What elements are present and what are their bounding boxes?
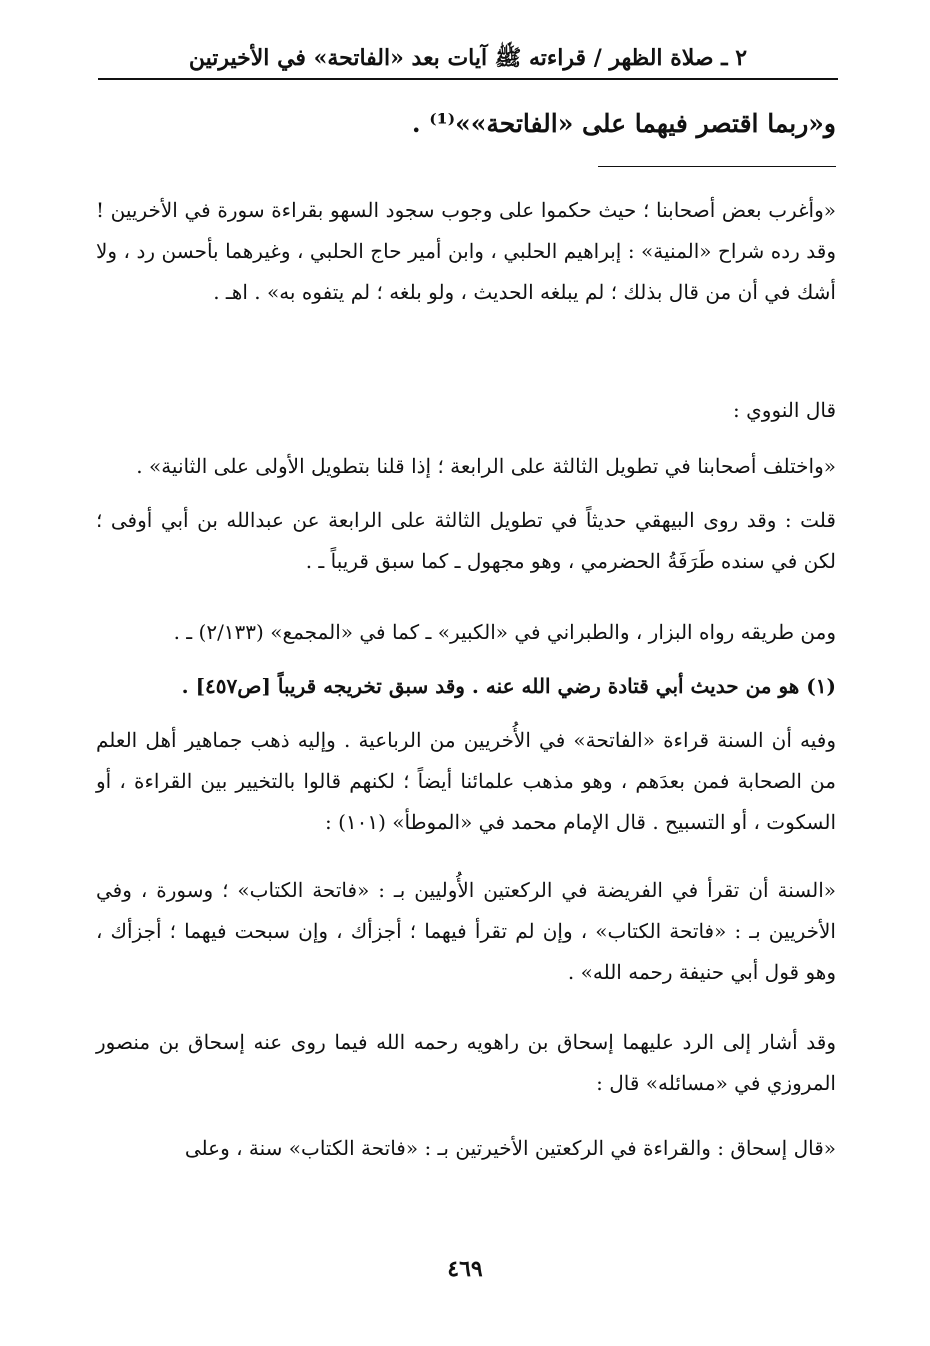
footnote-separator	[598, 166, 836, 167]
footnote-1: (١) هو من حديث أبي قتادة رضي الله عنه . وقد سبق تخريجه قريباً [ص٤٥٧] .	[181, 674, 836, 698]
paragraph-9: «قال إسحاق : والقراءة في الركعتين الأخيرتين بـ : «فاتحة الكتاب» سنة ، وعلى	[184, 1136, 836, 1160]
paragraph-8: وقد أشار إلى الرد عليهما إسحاق بن راهويه رحمه الله فيما روى عنه إسحاق بن منصور المروزي في «مسائله» قال :	[96, 1030, 836, 1095]
paragraph-4: قلت : وقد روى البيهقي حديثاً في تطويل الثالثة على الرابعة عن عبدالله بن أبي أوفى ؛ لكن في سنده طَرَفَةُ الحضرمي ، وهو مجهول ـ كما سبق قريباً ـ .	[96, 508, 836, 573]
paragraph-1: «وأغرب بعض أصحابنا ؛ حيث حكموا على وجوب سجود السهو بقراءة سورة في الأخريين ! وقد رده شراح «المنية» : إبراهيم الحلبي ، وابن أمير حاج الحلبي ، وغيرهما بأحسن رد ، ولا أشك في أن من قال بذلك ؛ لم يبلغه الحديث ، ولو بلغه ؛ لم يتفوه به» . اهـ .	[96, 198, 836, 304]
paragraph-6: وفيه أن السنة قراءة «الفاتحة» في الأُخريين من الرباعية . وإليه ذهب جماهير أهل العلم من الصحابة فمن بعدَهم ، وهو مذهب علمائنا أيضاً ؛ لكنهم قالوا بالتخيير بين القراءة ، أو السكوت ، أو التسبيح . قال الإمام محمد في «الموطأ» (١٠١) :	[96, 728, 836, 834]
page-number: ٤٦٩	[447, 1256, 483, 1282]
paragraph-7: «السنة أن تقرأ في الفريضة في الركعتين الأُوليين بـ : «فاتحة الكتاب» ؛ وسورة ، وفي الأخريين بـ : «فاتحة الكتاب» ، وإن لم تقرأ فيهما ؛ أجزأك ، وإن سبحت فيهما ؛ أجزأك ، وهو قول أبي حنيفة رحمه الله» .	[96, 878, 836, 984]
paragraph-3: «واختلف أصحابنا في تطويل الثالثة على الرابعة ؛ إذا قلنا بتطويل الأولى على الثانية» .	[136, 454, 836, 478]
paragraph-5: ومن طريقه رواه البزار ، والطبراني في «الكبير» ـ كما في «المجمع» (٢/١٣٣) ـ .	[173, 620, 836, 644]
header-rule	[98, 78, 838, 80]
main-text: و«ربما اقتصر فيهما على «الفاتحة»»⁽¹⁾ .	[411, 109, 836, 138]
paragraph-2: قال النووي :	[733, 398, 836, 422]
running-header: ٢ ـ صلاة الظهر / قراءته ﷺ آيات بعد «الفاتحة» في الأخيرتين	[188, 45, 748, 71]
